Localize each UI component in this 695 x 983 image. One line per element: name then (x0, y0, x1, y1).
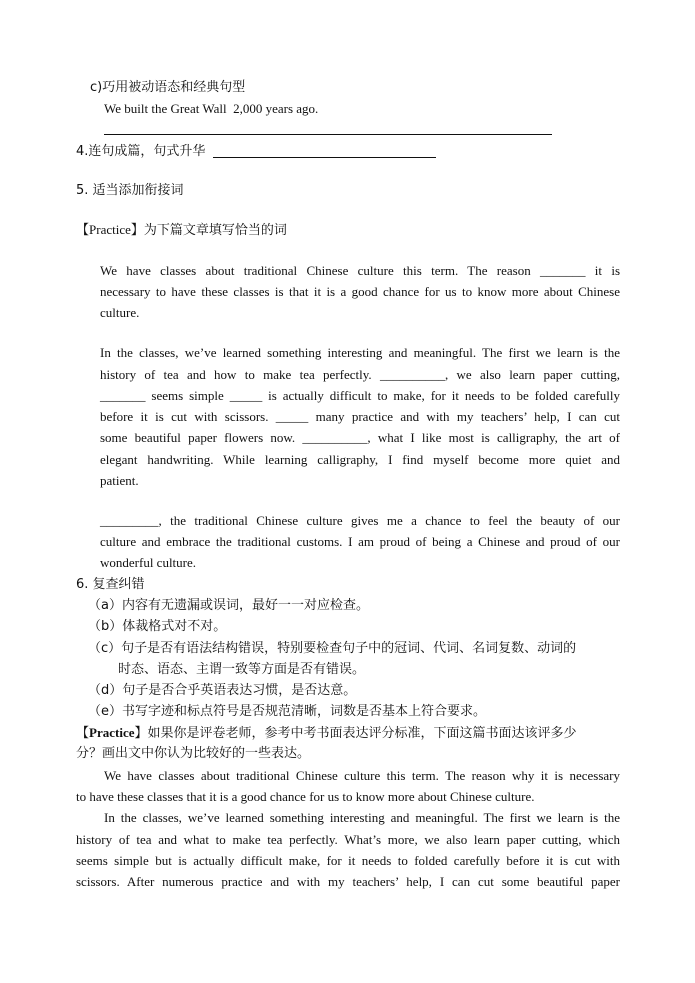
section-5-heading: 5. 适当添加衔接词 (76, 183, 184, 198)
practice1-para2-line: before it is cut with scissors. _____ many practice and with my teachers’ help, I can cut (100, 409, 620, 424)
section-c-heading: c)巧用被动语态和经典句型 (90, 80, 246, 95)
practice2-para2-line: In the classes, we’ve learned something interesting and meaningful. The first we learn is the (104, 810, 620, 825)
practice1-title: 【Practice】为下篇文章填写恰当的词 (76, 222, 287, 238)
practice2-para2-line: seems simple but is actually difficult make, for it needs to folded carefully before it is cut with (76, 853, 620, 868)
practice1-para3-line: culture and embrace the traditional customs. I am proud of being a Chinese and proud of our (100, 534, 620, 549)
section-c-example: We built the Great Wall 2,000 years ago. (104, 101, 319, 116)
practice1-para1-line: We have classes about traditional Chinese culture this term. The reason _______ it is (100, 263, 620, 278)
answer-line (104, 134, 552, 135)
practice2-instruction-cont: 分？画出文中你认为比较好的一些表达。 (76, 746, 311, 761)
practice1-para3-line: wonderful culture. (100, 555, 197, 570)
checklist-item-c: （c）句子是否有语法结构错误，特别要检查句子中的冠词、代词、名词复数、动词的 (88, 641, 577, 656)
checklist-item-e: （e）书写字迹和标点符号是否规范清晰，词数是否基本上符合要求。 (88, 704, 486, 719)
checklist-item-a: （a）内容有无遗漏或误词，最好一一对应检查。 (88, 598, 369, 613)
practice2-para1-line: to have these classes that it is a good chance for us to know more about Chinese culture. (76, 789, 535, 804)
section-4-heading: 4.连句成篇，句式升华 (76, 144, 206, 159)
practice1-para2-line: some beautiful paper flowers now. __________, what I like most is calligraphy, the art of (100, 430, 620, 445)
practice1-para1-line: necessary to have these classes is that it is a good chance for us to know more about Chinese (100, 284, 620, 299)
practice2-para2-line: scissors. After numerous practice and with my teachers’ help, I can cut some beautiful paper (76, 874, 620, 889)
practice1-para2-line: patient. (100, 473, 139, 488)
practice1-para2-line: history of tea and how to make tea perfectly. __________, we also learn paper cutting, (100, 367, 620, 382)
practice1-para3-line: _________, the traditional Chinese culture gives me a chance to feel the beauty of our (100, 513, 620, 528)
checklist-item-b: （b）体裁格式对不对。 (88, 619, 227, 634)
checklist-item-d: （d）句子是否合乎英语表达习惯，是否达意。 (88, 683, 357, 698)
answer-line (213, 157, 436, 158)
section-6-heading: 6. 复查纠错 (76, 577, 145, 592)
practice2-title: 【Practice】如果你是评卷老师，参考中考书面表达评分标准，下面这篇书面达该评多少 (76, 725, 577, 741)
practice1-para2-line: _______ seems simple _____ is actually difficult to make, for it needs to be folded carefully (100, 388, 620, 403)
practice2-para2-line: history of tea and what to make tea perfectly. What’s more, we also learn paper cutting, which (76, 832, 620, 847)
practice2-para1-line: We have classes about traditional Chinese culture this term. The reason why it is necessary (104, 768, 620, 783)
practice1-para1-line: culture. (100, 305, 140, 320)
checklist-item-c-cont: 时态、语态、主谓一致等方面是否有错误。 (118, 662, 366, 677)
practice1-para2-line: elegant handwriting. While learning calligraphy, I find myself become more quiet and (100, 452, 620, 467)
practice1-para2-line: In the classes, we’ve learned something interesting and meaningful. The first we learn is the (100, 345, 620, 360)
